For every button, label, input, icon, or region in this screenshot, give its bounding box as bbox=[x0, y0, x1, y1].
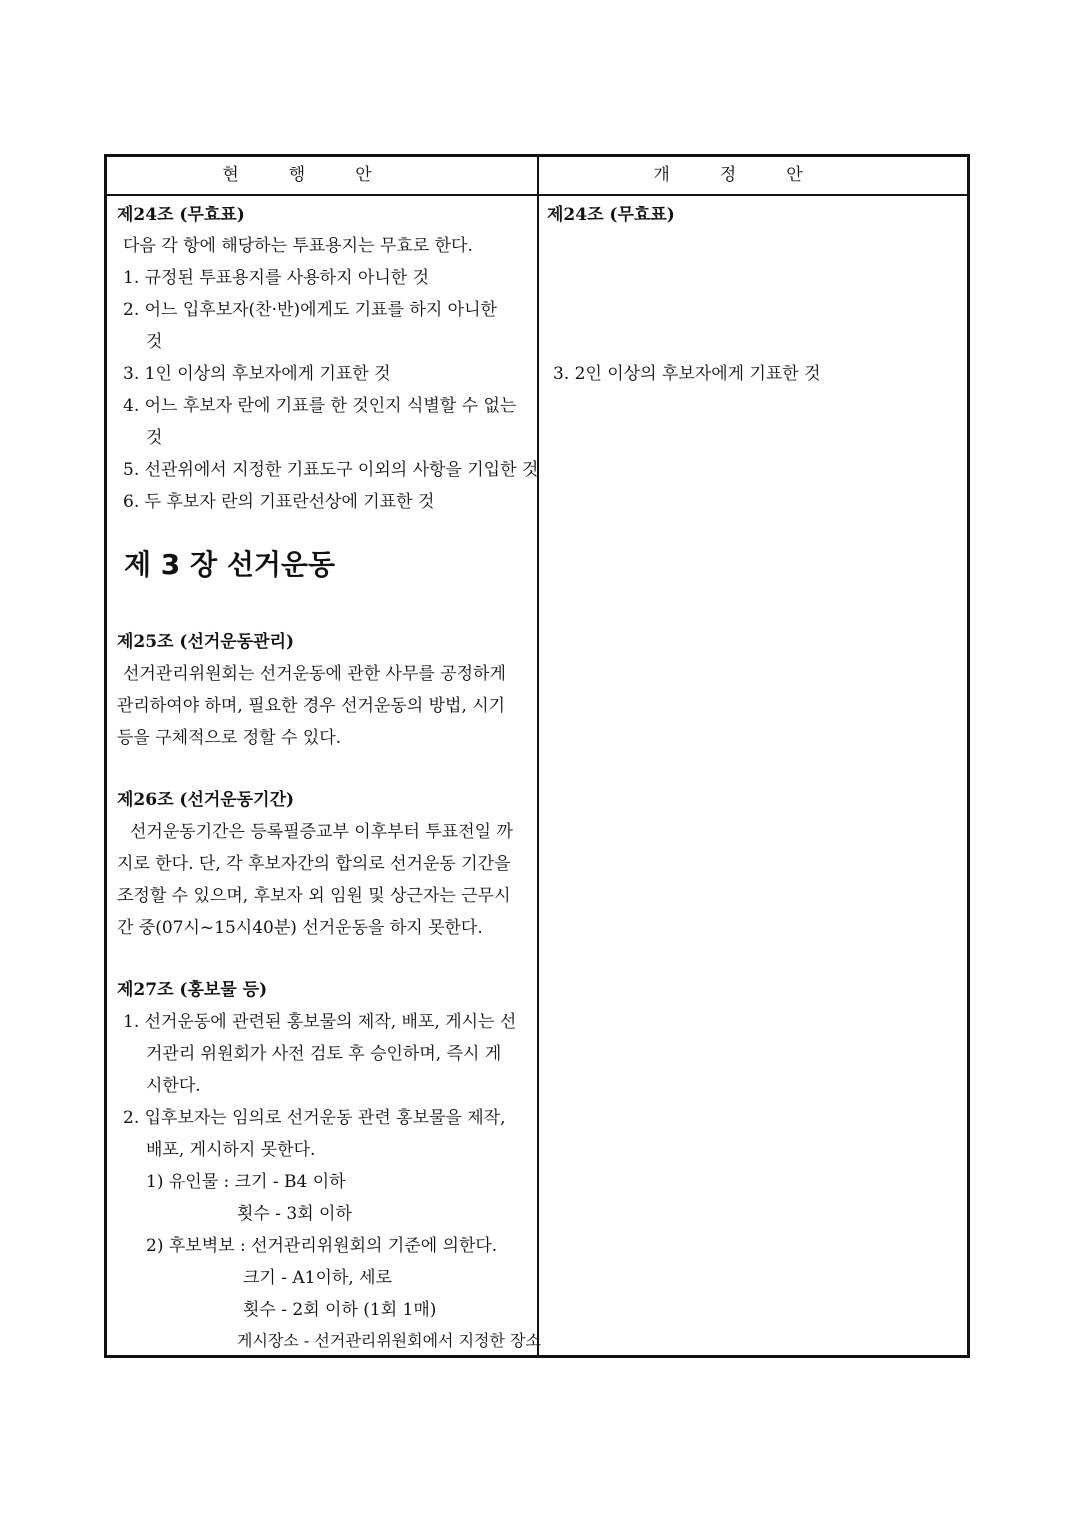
current-art24-intro: 다음 각 항에 해당하는 투표용지는 무효로 한다. bbox=[123, 236, 473, 256]
current-art26-line: 지로 한다. 단, 각 후보자간의 합의로 선거운동 기간을 bbox=[117, 854, 511, 874]
header-divider bbox=[107, 194, 967, 196]
current-art24-item: 4. 어느 후보자 란에 기표를 한 것인지 식별할 수 없는 bbox=[123, 396, 517, 416]
current-art24-item: 2. 어느 입후보자(찬·반)에게도 기표를 하지 아니한 bbox=[123, 300, 497, 320]
current-art25-line: 관리하여야 하며, 필요한 경우 선거운동의 방법, 시기 bbox=[117, 696, 506, 716]
current-art27-line: 배포, 게시하지 못한다. bbox=[146, 1140, 316, 1160]
current-art25-line: 선거관리위원회는 선거운동에 관한 사무를 공정하게 bbox=[123, 664, 506, 684]
current-art27-line: 1) 유인물 : 크기 - B4 이하 bbox=[146, 1172, 346, 1192]
current-art24-item: 5. 선관위에서 지정한 기표도구 이외의 사항을 기입한 것 bbox=[123, 460, 539, 480]
current-art24-title: 제24조 (무효표) bbox=[117, 205, 245, 225]
current-art26-line: 간 중(07시~15시40분) 선거운동을 하지 못한다. bbox=[117, 918, 483, 938]
current-art27-line: 크기 - A1이하, 세로 bbox=[243, 1268, 392, 1288]
current-art27-line: 1. 선거운동에 관련된 홍보물의 제작, 배포, 게시는 선 bbox=[123, 1012, 517, 1032]
current-art26-line: 선거운동기간은 등록필증교부 이후부터 투표전일 까 bbox=[130, 822, 513, 842]
current-art27-line: 시한다. bbox=[146, 1076, 201, 1096]
current-art27-line: 횟수 - 2회 이하 (1회 1매) bbox=[243, 1300, 437, 1320]
current-art24-item: 1. 규정된 투표용지를 사용하지 아니한 것 bbox=[123, 268, 429, 288]
current-art24-item: 3. 1인 이상의 후보자에게 기표한 것 bbox=[123, 364, 391, 384]
current-art27-line: 횟수 - 3회 이하 bbox=[237, 1204, 352, 1224]
current-art24-item: 것 bbox=[146, 428, 163, 448]
header-revised: 개정안 bbox=[653, 165, 853, 185]
current-art27-line: 2. 입후보자는 임의로 선거운동 관련 홍보물을 제작, bbox=[123, 1108, 506, 1128]
current-art27-title: 제27조 (홍보물 등) bbox=[117, 980, 268, 1000]
current-art25-title: 제25조 (선거운동관리) bbox=[117, 632, 295, 652]
current-art26-line: 조정할 수 있으며, 후보자 외 임원 및 상근자는 근무시 bbox=[117, 886, 511, 906]
current-art24-item: 것 bbox=[146, 332, 163, 352]
header-current: 현행안 bbox=[222, 165, 422, 185]
current-art24-item: 6. 두 후보자 란의 기표란선상에 기표한 것 bbox=[123, 492, 435, 512]
revised-art24-title: 제24조 (무효표) bbox=[547, 205, 675, 225]
current-art26-title: 제26조 (선거운동기간) bbox=[117, 790, 295, 810]
current-art25-line: 등을 구체적으로 정할 수 있다. bbox=[117, 728, 342, 748]
column-divider bbox=[537, 157, 539, 1355]
current-art27-line: 게시장소 - 선거관리위원회에서 지정한 장소 bbox=[237, 1331, 541, 1350]
current-art27-line: 거관리 위원회가 사전 검토 후 승인하며, 즉시 게 bbox=[146, 1044, 502, 1064]
chapter-title: 제 3 장 선거운동 bbox=[124, 548, 336, 581]
current-art27-line: 2) 후보벽보 : 선거관리위원회의 기준에 의한다. bbox=[146, 1236, 498, 1256]
revised-art24-item3: 3. 2인 이상의 후보자에게 기표한 것 bbox=[553, 364, 821, 384]
